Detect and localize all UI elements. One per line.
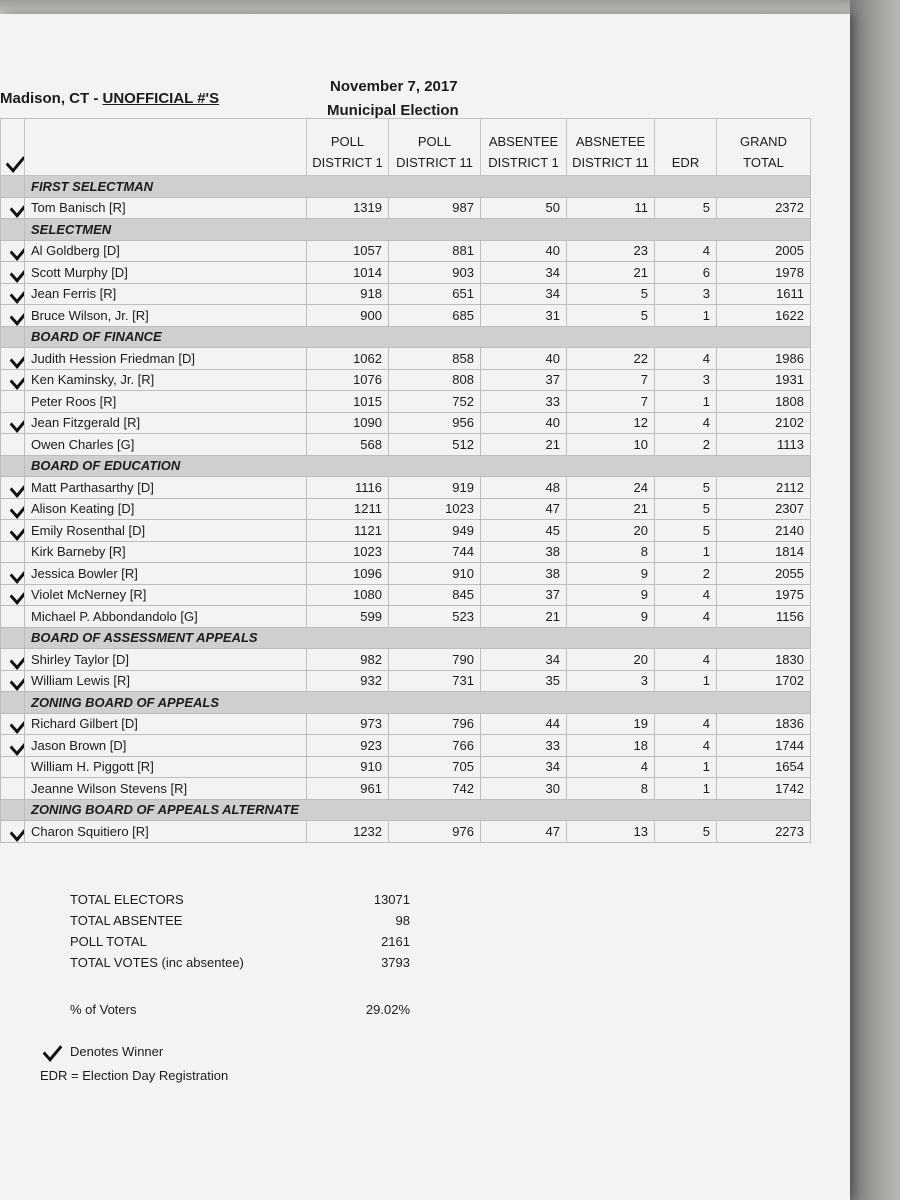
candidate-row [1,197,811,219]
winner-cell [1,283,25,305]
section-title: ZONING BOARD OF APPEALS ALTERNATE [25,799,811,821]
vote-count: 973 [307,713,389,735]
vote-count: 766 [389,735,481,757]
candidate-name: Jessica Bowler [R] [25,563,307,585]
candidate-row [1,541,811,563]
vote-count: 3 [655,283,717,305]
candidate-row [1,584,811,606]
candidate-name: Emily Rosenthal [D] [25,520,307,542]
column-header: EDR [655,119,717,176]
checkmark-icon [6,150,25,173]
vote-count: 6 [655,262,717,284]
totals-block [70,892,410,976]
vote-count: 752 [389,391,481,413]
checkmark-icon [10,735,25,756]
vote-count: 9 [567,606,655,628]
vote-count: 932 [307,670,389,692]
vote-count: 1 [655,778,717,800]
candidate-row [1,412,811,434]
vote-count: 3 [567,670,655,692]
vote-count: 10 [567,434,655,456]
vote-count: 512 [389,434,481,456]
vote-count: 31 [481,305,567,327]
vote-count: 568 [307,434,389,456]
vote-count: 40 [481,240,567,262]
vote-count: 20 [567,649,655,671]
section-check-cell [1,176,25,198]
vote-count: 7 [567,391,655,413]
vote-count: 5 [655,197,717,219]
vote-count: 1023 [389,498,481,520]
vote-count: 1654 [717,756,811,778]
section-title: FIRST SELECTMAN [25,176,811,198]
vote-count: 44 [481,713,567,735]
vote-count: 1113 [717,434,811,456]
vote-count: 38 [481,541,567,563]
vote-count: 24 [567,477,655,499]
vote-count: 30 [481,778,567,800]
vote-count: 1116 [307,477,389,499]
vote-count: 2 [655,563,717,585]
results-table [0,118,811,843]
vote-count: 21 [481,434,567,456]
vote-count: 2140 [717,520,811,542]
vote-count: 1 [655,541,717,563]
vote-count: 910 [389,563,481,585]
checkmark-icon [10,283,25,304]
winner-cell [1,541,25,563]
total-row: POLL TOTAL 2161 [70,934,410,949]
vote-count: 38 [481,563,567,585]
candidate-name: Jean Fitzgerald [R] [25,412,307,434]
section-check-cell [1,326,25,348]
candidate-name: Violet McNerney [R] [25,584,307,606]
vote-count: 9 [567,563,655,585]
vote-count: 4 [655,348,717,370]
candidate-row [1,434,811,456]
vote-count: 2102 [717,412,811,434]
checkmark-icon [10,240,25,261]
section-header [1,176,811,198]
vote-count: 13 [567,821,655,843]
winner-cell [1,369,25,391]
winner-cell [1,735,25,757]
candidate-name: Alison Keating [D] [25,498,307,520]
vote-count: 9 [567,584,655,606]
candidate-name: Peter Roos [R] [25,391,307,413]
candidate-row [1,477,811,499]
vote-count: 5 [655,477,717,499]
section-header [1,692,811,714]
candidate-name: Al Goldberg [D] [25,240,307,262]
candidate-name: Ken Kaminsky, Jr. [R] [25,369,307,391]
vote-count: 1023 [307,541,389,563]
vote-count: 8 [567,778,655,800]
column-header: ABSNETEE DISTRICT 11 [567,119,655,176]
candidate-row [1,520,811,542]
candidate-name: Bruce Wilson, Jr. [R] [25,305,307,327]
vote-count: 1611 [717,283,811,305]
candidate-row [1,391,811,413]
vote-count: 22 [567,348,655,370]
candidate-name: William H. Piggott [R] [25,756,307,778]
vote-count: 40 [481,412,567,434]
vote-count: 919 [389,477,481,499]
winner-cell [1,563,25,585]
section-title: BOARD OF FINANCE [25,326,811,348]
candidate-name: Scott Murphy [D] [25,262,307,284]
candidate-row [1,649,811,671]
vote-count: 5 [655,520,717,542]
vote-count: 1978 [717,262,811,284]
title-prefix: Madison, CT - [0,90,103,107]
vote-count: 2112 [717,477,811,499]
vote-count: 651 [389,283,481,305]
winner-cell [1,713,25,735]
winner-cell [1,584,25,606]
vote-count: 20 [567,520,655,542]
candidate-name: Shirley Taylor [D] [25,649,307,671]
vote-count: 1 [655,305,717,327]
vote-count: 37 [481,584,567,606]
candidate-row [1,498,811,520]
vote-count: 976 [389,821,481,843]
vote-count: 35 [481,670,567,692]
vote-count: 1 [655,756,717,778]
vote-count: 961 [307,778,389,800]
vote-count: 8 [567,541,655,563]
winner-cell [1,434,25,456]
candidate-row [1,756,811,778]
vote-count: 2372 [717,197,811,219]
vote-count: 2055 [717,563,811,585]
vote-count: 1090 [307,412,389,434]
vote-count: 5 [567,305,655,327]
legend-winner [40,1044,163,1059]
checkmark-icon [10,305,25,326]
vote-count: 1057 [307,240,389,262]
checkmark-icon [10,520,25,541]
candidate-row [1,713,811,735]
section-header [1,455,811,477]
total-row: TOTAL ABSENTEE 98 [70,913,410,928]
vote-count: 47 [481,821,567,843]
candidate-name: Kirk Barneby [R] [25,541,307,563]
section-header [1,799,811,821]
section-check-cell [1,799,25,821]
winner-cell [1,778,25,800]
legend-winner-text: Denotes Winner [70,1044,164,1059]
vote-count: 1076 [307,369,389,391]
vote-count: 33 [481,391,567,413]
vote-count: 1211 [307,498,389,520]
vote-count: 858 [389,348,481,370]
winner-cell [1,305,25,327]
vote-count: 2 [655,434,717,456]
section-title: SELECTMEN [25,219,811,241]
vote-count: 1319 [307,197,389,219]
vote-count: 1015 [307,391,389,413]
winner-cell [1,240,25,262]
vote-count: 4 [655,240,717,262]
vote-count: 47 [481,498,567,520]
vote-count: 34 [481,283,567,305]
column-header: POLL DISTRICT 1 [307,119,389,176]
vote-count: 21 [567,498,655,520]
section-title: BOARD OF EDUCATION [25,455,811,477]
vote-count: 1 [655,670,717,692]
vote-count: 1702 [717,670,811,692]
checkmark-icon [10,584,25,605]
vote-count: 808 [389,369,481,391]
candidate-row [1,778,811,800]
vote-count: 731 [389,670,481,692]
winner-cell [1,391,25,413]
candidate-row [1,305,811,327]
checkmark-icon [10,412,25,433]
vote-count: 4 [655,412,717,434]
vote-count: 1080 [307,584,389,606]
candidate-row [1,369,811,391]
candidate-name: William Lewis [R] [25,670,307,692]
vote-count: 4 [655,713,717,735]
checkmark-icon [10,262,25,283]
vote-count: 1808 [717,391,811,413]
section-check-cell [1,219,25,241]
page-title [0,90,219,107]
vote-count: 18 [567,735,655,757]
winner-cell [1,412,25,434]
vote-count: 1975 [717,584,811,606]
candidate-name: Owen Charles [G] [25,434,307,456]
vote-count: 1096 [307,563,389,585]
vote-count: 19 [567,713,655,735]
vote-count: 987 [389,197,481,219]
vote-count: 523 [389,606,481,628]
vote-count: 1014 [307,262,389,284]
vote-count: 5 [655,498,717,520]
vote-count: 34 [481,756,567,778]
header-name-cell [25,119,307,176]
candidate-name: Matt Parthasarthy [D] [25,477,307,499]
vote-count: 1121 [307,520,389,542]
vote-count: 11 [567,197,655,219]
vote-count: 845 [389,584,481,606]
candidate-row [1,262,811,284]
winner-cell [1,649,25,671]
winner-cell [1,262,25,284]
results-sheet [0,14,850,1200]
winner-cell [1,756,25,778]
candidate-row [1,348,811,370]
vote-count: 34 [481,649,567,671]
vote-count: 956 [389,412,481,434]
checkmark-icon [10,821,25,842]
percent-label: % of Voters [70,1002,137,1017]
vote-count: 1931 [717,369,811,391]
vote-count: 7 [567,369,655,391]
vote-count: 796 [389,713,481,735]
section-header [1,627,811,649]
vote-count: 1836 [717,713,811,735]
vote-count: 903 [389,262,481,284]
vote-count: 2005 [717,240,811,262]
total-row: TOTAL ELECTORS 13071 [70,892,410,907]
vote-count: 918 [307,283,389,305]
section-check-cell [1,627,25,649]
candidate-row [1,670,811,692]
vote-count: 3 [655,369,717,391]
vote-count: 37 [481,369,567,391]
winner-cell [1,670,25,692]
vote-count: 4 [567,756,655,778]
vote-count: 5 [655,821,717,843]
checkmark-icon [10,348,25,369]
vote-count: 23 [567,240,655,262]
vote-count: 4 [655,735,717,757]
percent-voters [70,1002,410,1017]
percent-value: 29.02% [365,1002,410,1017]
candidate-row [1,606,811,628]
vote-count: 910 [307,756,389,778]
checkmark-icon [10,477,25,498]
vote-count: 881 [389,240,481,262]
vote-count: 1622 [717,305,811,327]
candidate-name: Jeanne Wilson Stevens [R] [25,778,307,800]
winner-cell [1,197,25,219]
candidate-name: Charon Squitiero [R] [25,821,307,843]
candidate-row [1,821,811,843]
column-header: ABSENTEE DISTRICT 1 [481,119,567,176]
checkmark-icon [10,563,25,584]
checkmark-icon [43,1039,63,1062]
checkmark-icon [10,197,25,218]
section-title: BOARD OF ASSESSMENT APPEALS [25,627,811,649]
vote-count: 4 [655,606,717,628]
winner-cell [1,821,25,843]
vote-count: 48 [481,477,567,499]
vote-count: 900 [307,305,389,327]
vote-count: 1062 [307,348,389,370]
candidate-row [1,240,811,262]
vote-count: 50 [481,197,567,219]
vote-count: 1742 [717,778,811,800]
vote-count: 34 [481,262,567,284]
checkmark-icon [10,713,25,734]
checkmark-icon [10,670,25,691]
vote-count: 45 [481,520,567,542]
vote-count: 1232 [307,821,389,843]
background-right [850,0,900,1200]
candidate-row [1,735,811,757]
column-header: GRAND TOTAL [717,119,811,176]
legend-edr: EDR = Election Day Registration [40,1068,229,1083]
section-check-cell [1,692,25,714]
vote-count: 21 [567,262,655,284]
vote-count: 2273 [717,821,811,843]
candidate-row [1,563,811,585]
vote-count: 2307 [717,498,811,520]
title-unofficial: UNOFFICIAL #'S [102,90,220,107]
vote-count: 742 [389,778,481,800]
checkmark-icon [10,649,25,670]
vote-count: 40 [481,348,567,370]
vote-count: 1156 [717,606,811,628]
vote-count: 923 [307,735,389,757]
election-date: November 7, 2017 [330,78,458,95]
vote-count: 744 [389,541,481,563]
vote-count: 790 [389,649,481,671]
vote-count: 5 [567,283,655,305]
winner-cell [1,498,25,520]
section-check-cell [1,455,25,477]
winner-cell [1,477,25,499]
vote-count: 21 [481,606,567,628]
vote-count: 1814 [717,541,811,563]
section-title: ZONING BOARD OF APPEALS [25,692,811,714]
candidate-row [1,283,811,305]
vote-count: 982 [307,649,389,671]
candidate-name: Jean Ferris [R] [25,283,307,305]
candidate-name: Tom Banisch [R] [25,197,307,219]
vote-count: 1986 [717,348,811,370]
vote-count: 4 [655,649,717,671]
vote-count: 1830 [717,649,811,671]
vote-count: 12 [567,412,655,434]
header-row [1,119,811,176]
column-header: POLL DISTRICT 11 [389,119,481,176]
vote-count: 685 [389,305,481,327]
header-check-cell [1,119,25,176]
winner-cell [1,520,25,542]
background-top [0,0,900,14]
total-row: TOTAL VOTES (inc absentee) 3793 [70,955,410,970]
candidate-name: Judith Hession Friedman [D] [25,348,307,370]
winner-cell [1,348,25,370]
winner-cell [1,606,25,628]
candidate-name: Michael P. Abbondandolo [G] [25,606,307,628]
candidate-name: Jason Brown [D] [25,735,307,757]
vote-count: 1744 [717,735,811,757]
election-name: Municipal Election [327,102,459,119]
vote-count: 705 [389,756,481,778]
vote-count: 1 [655,391,717,413]
vote-count: 33 [481,735,567,757]
vote-count: 949 [389,520,481,542]
vote-count: 599 [307,606,389,628]
section-header [1,219,811,241]
candidate-name: Richard Gilbert [D] [25,713,307,735]
checkmark-icon [10,369,25,390]
vote-count: 4 [655,584,717,606]
checkmark-icon [10,498,25,519]
section-header [1,326,811,348]
